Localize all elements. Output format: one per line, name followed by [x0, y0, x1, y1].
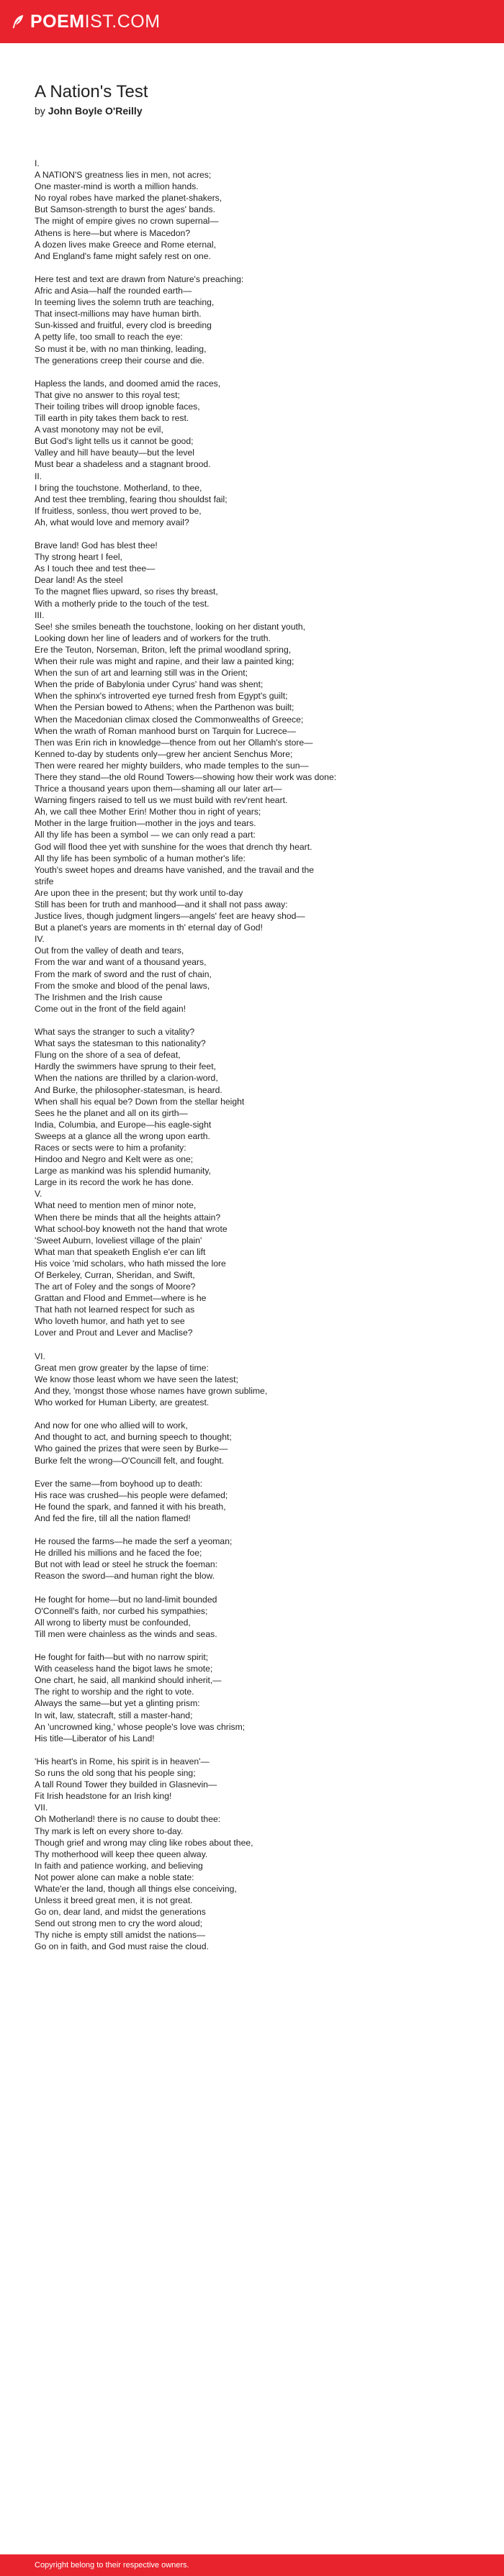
poem-line: When their rule was might and rapine, and their law a painted king;: [35, 656, 294, 667]
poem-line: What man that speaketh English e'er can lift: [35, 1246, 206, 1257]
poem-line: Then was Erin rich in knowledge—thence from out her Ollamh's store—: [35, 737, 313, 748]
poem-line: Then were reared her mighty builders, who made temples to the sun—: [35, 760, 309, 771]
poem-line: Fit Irish headstone for an Irish king!: [35, 1791, 172, 1802]
poem-line: Thy mark is left on every shore to-day.: [35, 1826, 184, 1836]
poem-line: Valley and hill have beauty—but the level: [35, 448, 194, 458]
poem-line: A tall Round Tower they builded in Glasnevin—: [35, 1779, 217, 1790]
poem-line: Grattan and Flood and Emmet—where is he: [35, 1293, 207, 1304]
poem-line: When the Persian bowed to Athens; when the Parthenon was built;: [35, 702, 294, 713]
poem-line: Afric and Asia—half the rounded earth—: [35, 286, 192, 296]
poem-line: Ah, what would love and memory avail?: [35, 517, 189, 527]
poem-line: Go on in faith, and God must raise the cloud.: [35, 1941, 209, 1952]
poem-line: When shall his equal be? Down from the stellar height: [35, 1096, 245, 1107]
poem-line: 'His heart's in Rome, his spirit is in heaven'—: [35, 1756, 210, 1767]
poem-line: But Samson-strength to burst the ages' bands.: [35, 204, 215, 215]
poem-line: Oh Motherland! there is no cause to doubt thee:: [35, 1814, 221, 1825]
poem-line: Hardly the swimmers have sprung to their feet,: [35, 1061, 216, 1072]
poem-line: A vast monotony may not be evil,: [35, 425, 163, 435]
poem-line: Races or sects were to him a profanity:: [35, 1142, 186, 1153]
poem-line: He roused the farms—he made the serf a yeoman;: [35, 1536, 233, 1547]
stanza: [35, 1478, 481, 1524]
poem-line: Great men grow greater by the lapse of time:: [35, 1362, 209, 1373]
poem-line: He fought for home—but no land-limit bounded: [35, 1594, 217, 1605]
poem-line: Hindoo and Negro and Kelt were as one;: [35, 1154, 194, 1165]
poem-line: Of Berkeley, Curran, Sheridan, and Swift,: [35, 1270, 195, 1280]
poem-line: When there be minds that all the heights attain?: [35, 1212, 221, 1223]
quill-feather-icon: [10, 14, 26, 30]
poem-line: His race was crushed—his people were defamed;: [35, 1489, 228, 1500]
poem-line: All thy life has been a symbol — we can only read a part:: [35, 830, 256, 840]
poem-line: And test thee trembling, fearing thou shouldst fail;: [35, 494, 228, 504]
poem-line: One chart, he said, all mankind should inherit,—: [35, 1675, 222, 1686]
poem-line: Go on, dear land, and midst the generations: [35, 1907, 206, 1918]
poem-line: When the nations are thrilled by a clarion-word,: [35, 1073, 218, 1084]
poem-line: And England's fame might safely rest on one.: [35, 250, 211, 261]
poem-body: [35, 158, 481, 1964]
poem-line: Large in its record the work he has done.: [35, 1177, 194, 1188]
poem-line: Kenned to-day by students only—grew her ancient Senchus More;: [35, 748, 293, 759]
poem-line: VI.: [35, 1351, 45, 1361]
stanza: [35, 1536, 481, 1582]
poem-line: Thy motherhood will keep thee queen alway.: [35, 1849, 208, 1859]
poem-line: Out from the valley of death and tears,: [35, 945, 184, 956]
poem-line: A dozen lives make Greece and Rome eternal,: [35, 239, 217, 250]
poem-line: He fought for faith—but with no narrow spirit;: [35, 1652, 209, 1663]
poem-line: I.: [35, 158, 40, 168]
poem-line: From the smoke and blood of the penal laws,: [35, 980, 210, 991]
poem-byline: [35, 105, 143, 117]
poem-line: Not power alone can make a noble state:: [35, 1872, 194, 1882]
poem-line: 'Sweet Auburn, loveliest village of the plain': [35, 1235, 202, 1246]
brand-name-bold: POEM: [30, 11, 85, 32]
stanza: [35, 1026, 481, 1339]
poem-line: Burke felt the wrong—O'Councill felt, and fought.: [35, 1455, 225, 1466]
poem-line: If fruitless, sonless, thou wert proved to be,: [35, 505, 202, 516]
poem-line: Brave land! God has blest thee!: [35, 540, 158, 551]
footer-bar: [0, 2554, 504, 2576]
poem-line: And Burke, the philosopher-statesman, is heard.: [35, 1084, 222, 1095]
poem-line: Sweeps at a glance all the wrong upon earth.: [35, 1130, 210, 1141]
poem-line: Are upon thee in the present; but thy work until to-day: [35, 887, 243, 898]
poem-line: Their toiling tribes will droop ignoble faces,: [35, 401, 200, 412]
poem-line: What need to mention men of minor note,: [35, 1200, 197, 1211]
poem-line: Flung on the shore of a sea of defeat,: [35, 1050, 181, 1061]
stanza: [35, 158, 481, 262]
stanza: [35, 378, 481, 528]
poem-line: V.: [35, 1189, 42, 1199]
poem-line: Unless it breed great men, it is not great.: [35, 1895, 193, 1906]
poem-line: As I touch thee and test thee—: [35, 563, 156, 574]
poem-line: Here test and text are drawn from Nature's preaching:: [35, 273, 244, 284]
poem-line: But not with lead or steel he struck the foeman:: [35, 1559, 218, 1570]
poem-line: From the war and want of a thousand years,: [35, 957, 207, 968]
poem-line: When the sun of art and learning still was in the Orient;: [35, 668, 248, 679]
poem-line: Youth's sweet hopes and dreams have vanished, and the travail and the: [35, 864, 315, 875]
poem-line: Looking down her line of leaders and of workers for the truth.: [35, 632, 271, 643]
stanza: [35, 1651, 481, 1744]
poem-line: IV.: [35, 934, 45, 945]
poem-line: Till earth in pity takes them back to rest.: [35, 413, 189, 424]
poem-line: Still has been for truth and manhood—and it shall not pass away:: [35, 899, 288, 910]
poem-line: Dear land! As the steel: [35, 575, 123, 586]
poem-line: But a planet's years are moments in th' eternal day of God!: [35, 922, 263, 933]
stanza: [35, 1351, 481, 1408]
poem-line: A petty life, too small to reach the eye:: [35, 332, 183, 343]
stanza: [35, 1420, 481, 1466]
poem-line: Thy niche is empty still amidst the nations—: [35, 1930, 206, 1941]
poem-line: With ceaseless hand the bigot laws he smote;: [35, 1664, 213, 1674]
site-logo[interactable]: [10, 12, 161, 32]
poem-line: The art of Foley and the songs of Moore?: [35, 1282, 196, 1292]
poem-title: A Nation's Test: [35, 82, 148, 101]
poem-line: We know those least whom we have seen the latest;: [35, 1374, 238, 1384]
poem-line: There they stand—the old Round Towers—showing how their work was done:: [35, 771, 337, 782]
poem-line: So must it be, with no man thinking, leading,: [35, 343, 207, 354]
poem-line: O'Connell's faith, nor curbed his sympathies;: [35, 1605, 208, 1616]
poem-line: Ah, we call thee Mother Erin! Mother thou in right of years;: [35, 807, 261, 817]
poem-line: So runs the old song that his people sing;: [35, 1768, 196, 1779]
poem-line: In faith and patience working, and believing: [35, 1860, 203, 1871]
poem-line: When the sphinx's introverted eye turned fresh from Egypt's guilt;: [35, 691, 288, 702]
poem-line: One master-mind is worth a million hands.: [35, 181, 199, 192]
poem-line: An 'uncrowned king,' whose people's love was chrism;: [35, 1721, 246, 1732]
poem-line: Large as mankind was his splendid humanity,: [35, 1166, 212, 1176]
poem-line: Warning fingers raised to tell us we must build with rev'rent heart.: [35, 795, 288, 806]
poem-line: And now for one who allied will to work,: [35, 1420, 188, 1431]
poem-line: All thy life has been symbolic of a human mother's life:: [35, 853, 246, 863]
poem-line: When the Macedonian climax closed the Commonwealths of Greece;: [35, 714, 304, 725]
poem-line: Till men were chainless as the winds and seas.: [35, 1628, 217, 1639]
stanza: [35, 1756, 481, 1953]
poem-line: In teeming lives the solemn truth are teaching,: [35, 297, 215, 308]
poem-line: But God's light tells us it cannot be good;: [35, 436, 194, 447]
poem-line: With a motherly pride to the touch of the test.: [35, 598, 210, 609]
poem-line: The Irishmen and the Irish cause: [35, 992, 163, 1002]
poem-line: India, Columbia, and Europe—his eagle-sight: [35, 1119, 212, 1130]
poem-line: That insect-millions may have human birth.: [35, 309, 202, 319]
poem-line: When the wrath of Roman manhood burst on Tarquin for Lucrece—: [35, 725, 296, 736]
poem-line: Come out in the front of the field again!: [35, 1003, 186, 1014]
poem-line: When the pride of Babylonia under Cyrus' hand was shent;: [35, 679, 264, 690]
poem-line: Ere the Teuton, Norseman, Briton, left the primal woodland spring,: [35, 644, 292, 655]
poem-line: All wrong to liberty must be confounded,: [35, 1617, 191, 1628]
poem-line: God will flood thee yet with sunshine for the woes that drench thy heart.: [35, 841, 312, 852]
byline-prefix: by: [35, 105, 45, 117]
poem-line: That hath not learned respect for such as: [35, 1305, 195, 1315]
poem-line: And they, 'mongst those whose names have grown sublime,: [35, 1385, 268, 1396]
stanza: [35, 273, 481, 366]
poem-line: Ever the same—from boyhood up to death:: [35, 1478, 203, 1489]
poem-line: What school-boy knoweth not the hand that wrote: [35, 1223, 228, 1234]
stanza: [35, 540, 481, 1015]
poem-line: Always the same—but yet a glinting prism:: [35, 1698, 200, 1709]
poem-line: His voice 'mid scholars, who hath missed the lore: [35, 1258, 226, 1269]
poem-line: Mother in the large fruition—mother in the joys and tears.: [35, 818, 256, 829]
poem-line: Who gained the prizes that were seen by Burke—: [35, 1443, 228, 1454]
poem-line: See! she smiles beneath the touchstone, looking on her distant youth,: [35, 621, 306, 632]
poem-line: strife: [35, 876, 54, 886]
poem-line: Though grief and wrong may cling like robes about thee,: [35, 1837, 253, 1848]
poem-line: Reason the sword—and human right the blow.: [35, 1571, 215, 1582]
poem-line: What says the statesman to this nationality?: [35, 1038, 206, 1049]
poem-line: II.: [35, 471, 42, 481]
top-bar: [0, 0, 504, 43]
poem-line: Lover and Prout and Lever and Maclise?: [35, 1328, 193, 1338]
poem-line: Thy strong heart I feel,: [35, 552, 122, 563]
poem-line: A NATION'S greatness lies in men, not acres;: [35, 170, 212, 181]
poem-line: Must bear a shadeless and a stagnant brood.: [35, 459, 211, 470]
poem-line: Sun-kissed and fruitful, every clod is breeding: [35, 320, 212, 331]
poem-line: He drilled his millions and he faced the foe;: [35, 1548, 202, 1559]
poem-line: That give no answer to this royal test;: [35, 389, 180, 400]
poem-line: Who loveth humor, and hath yet to see: [35, 1316, 185, 1327]
poem-line: The generations creep their course and die.: [35, 355, 204, 366]
poem-line: III.: [35, 609, 45, 620]
poem-line: Justice lives, though judgment lingers—angels' feet are heavy shod—: [35, 911, 305, 922]
poem-line: And thought to act, and burning speech to thought;: [35, 1432, 232, 1443]
poem-line: In wit, law, statecraft, still a master-hand;: [35, 1710, 193, 1720]
brand-name-light: IST.COM: [84, 11, 161, 32]
poem-line: Thrice a thousand years upon them—shaming all our later art—: [35, 784, 282, 794]
poem-line: His title—Liberator of his Land!: [35, 1733, 155, 1743]
poem-line: I bring the touchstone. Motherland, to thee,: [35, 482, 202, 493]
poem-line: Sees he the planet and all on its girth—: [35, 1107, 188, 1118]
poem-line: He found the spark, and fanned it with his breath,: [35, 1501, 226, 1512]
poem-line: No royal robes have marked the planet-shakers,: [35, 193, 222, 204]
poem-line: The might of empire gives no crown supernal—: [35, 216, 219, 227]
footer-copyright: Copyright belong to their respective owners.: [35, 2561, 189, 2570]
poem-line: The right to worship and the right to vote.: [35, 1687, 194, 1697]
poem-line: VII.: [35, 1802, 48, 1813]
author-link[interactable]: John Boyle O'Reilly: [48, 105, 143, 117]
poem-line: Whate'er the land, though all things else conceiving,: [35, 1883, 237, 1894]
poem-line: From the mark of sword and the rust of chain,: [35, 969, 212, 979]
poem-line: Hapless the lands, and doomed amid the races,: [35, 378, 221, 389]
poem-line: Athens is here—but where is Macedon?: [35, 227, 191, 238]
stanza: [35, 1594, 481, 1640]
poem-line: And fed the fire, till all the nation flamed!: [35, 1513, 191, 1523]
poem-line: Send out strong men to cry the word aloud;: [35, 1918, 203, 1929]
poem-line: To the magnet flies upward, so rises thy breast,: [35, 586, 218, 597]
poem-line: Who worked for Human Liberty, are greatest.: [35, 1397, 210, 1408]
poem-line: What says the stranger to such a vitality?: [35, 1027, 195, 1038]
